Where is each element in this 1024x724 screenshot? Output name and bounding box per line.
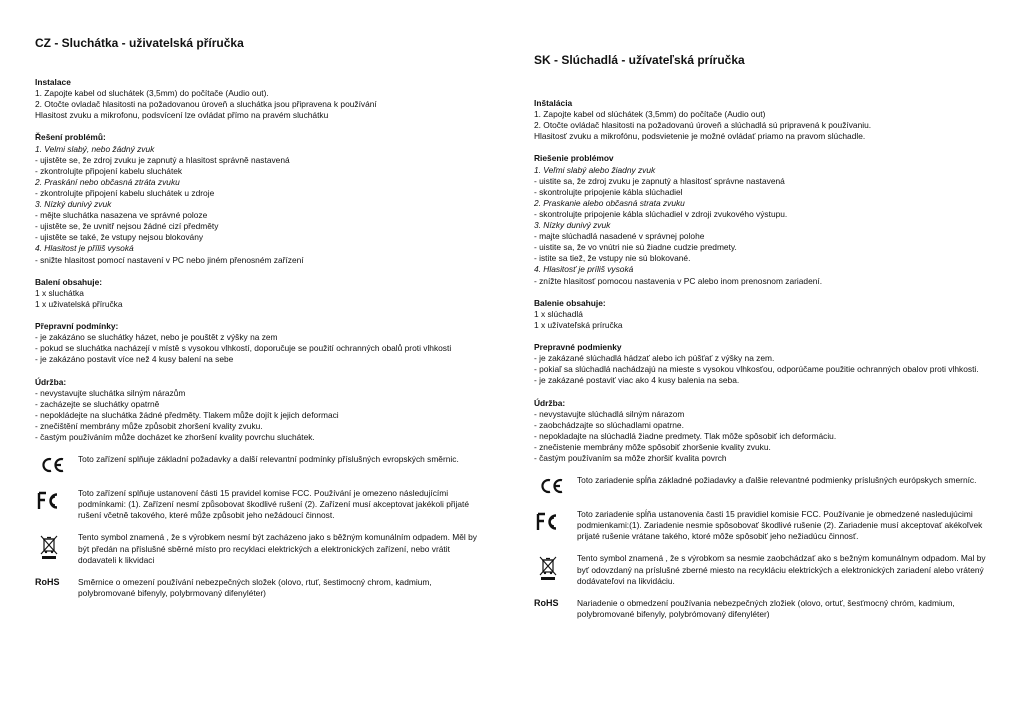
cz-fcc-text: Toto zařízení splňuje ustanovení části 15 pravidel komise FCC. Používání je omezeno následujícími podmínkami: (1). Zařízení nesmí způsobovat škodlivé rušení (2). Zařízení musí akceptovat jakékoli přijaté rušení včetně takového, které může způsobit jeho nežádoucí činnost.: [78, 488, 469, 521]
sk-package-item: 1 x slúchadlá: [534, 308, 583, 319]
cz-transport-title: Přepravní podmínky:: [35, 321, 119, 332]
sk-column: [534, 53, 989, 631]
fcc-mark-icon: [534, 512, 560, 535]
cz-weee-text: Tento symbol znamená , že s výrobkem nesmí být zacházeno jako s běžným komunálním odpadem. Měl by být předán na příslušné sběrné místo pro recyklaci elektrických a elektronických zařízení, nebo vrátit dodavateli k likvidaci: [78, 532, 477, 565]
cz-install-line: 1. Zapojte kabel od sluchátek (3,5mm) do počítače (Audio out).: [35, 88, 269, 99]
cz-transport-line: - je zakázáno postavit více než 4 kusy balení na sebe: [35, 354, 234, 365]
sk-problem-heading: 4. Hlasitosť je príliš vysoká: [534, 264, 634, 275]
cz-maintenance-line: - nepokládejte na sluchátka žádné předměty. Tlakem může dojít k jejich deformaci: [35, 409, 339, 420]
cz-maintenance-line: - častým používáním může docházet ke zhoršení kvality povrchu sluchátek.: [35, 432, 315, 442]
cz-install-title: Instalace: [35, 77, 71, 87]
sk-title: SK - Slúchadlá - užívateľská príručka: [534, 53, 745, 67]
cz-install-line: 2. Otočte ovladač hlasitosti na požadovanou úroveň a sluchátka jsou připravena k používání: [35, 99, 377, 110]
sk-transport-section: [534, 342, 989, 386]
sk-troubleshoot-section: [534, 153, 989, 286]
cz-rohs-notice: [35, 577, 490, 599]
sk-problem-tip: - uistite sa, že zdroj zvuku je zapnutý a hlasitosť správne nastavená: [534, 175, 785, 186]
sk-problem-tip: - skontrolujte pripojenie kábla slúchadiel v zdroji zvukového výstupu.: [534, 208, 788, 219]
cz-weee-notice: [35, 532, 490, 565]
cz-rohs-text: Směrnice o omezení používání nebezpečných složek (olovo, rtuť, šestimocný chrom, kadmium, polybromované bifenyly, polybrmovaný difenyléter): [78, 576, 432, 598]
cz-column: [35, 36, 490, 610]
sk-problem-tip: - istite sa tiež, že vstupy nie sú blokované.: [534, 253, 691, 264]
cz-package-title: Balení obsahuje:: [35, 276, 103, 287]
sk-maintenance-line: - znečistenie membrány môže spôsobiť zhoršenie kvality zvuku.: [534, 441, 771, 452]
cz-title: CZ - Sluchátka - uživatelská příručka: [35, 36, 244, 50]
sk-install-line: Hlasitosť zvuku a mikrofónu, podsvietenie je možné ovládať priamo na pravom slúchadle.: [534, 131, 866, 142]
cz-troubleshoot-title: Řešení problémů:: [35, 132, 106, 143]
sk-ce-text: Toto zariadenie spĺňa základné požiadavky a ďalšie relevantné podmienky príslušných európskych smerníc.: [577, 475, 977, 486]
fcc-mark-icon: [35, 491, 61, 514]
cz-problem-tip: - zkontrolujte připojení kabelu sluchátek u zdroje: [35, 187, 215, 198]
rohs-label: RoHS: [35, 576, 60, 587]
sk-transport-line: - je zakázané slúchadlá hádzať alebo ich púšťať z výšky na zem.: [534, 353, 775, 364]
ce-mark-icon: [534, 478, 564, 498]
crossed-bin-icon: [35, 535, 59, 562]
cz-maintenance-line: - nevystavujte sluchátka silným nárazům: [35, 387, 186, 398]
cz-maintenance-section: [35, 377, 490, 444]
sk-ce-notice: [534, 475, 989, 498]
sk-problem-tip: - uistite sa, že vo vnútri nie sú žiadne cudzie predmety.: [534, 242, 737, 253]
sk-package-section: [534, 298, 989, 331]
sk-rohs-notice: [534, 598, 989, 620]
cz-problem-heading: 3. Nízký dunivý zvuk: [35, 199, 112, 210]
sk-problem-tip: - znížte hlasitosť pomocou nastavenia v PC alebo inom prenosnom zariadení.: [534, 275, 823, 286]
sk-weee-text: Tento symbol znamená , že s výrobkom sa nesmie zaobchádzať ako s bežným komunálnym odpadom. Mal by byť odovzdaný na príslušné zberné miesto na recykláciu elektrických a elektronických zariadení alebo vrátený dodávateľovi na likvidáciu.: [577, 553, 986, 586]
cz-problem-tip: - ujistěte se také, že vstupy nejsou blokovány: [35, 232, 204, 243]
cz-maintenance-title: Údržba:: [35, 376, 67, 387]
cz-ce-notice: [35, 454, 490, 477]
sk-fcc-text: Toto zariadenie spĺňa ustanovenia časti 15 pravidiel komisie FCC. Používanie je obmedzené nasledujúcimi podmienkami:(1). Zariadenie nesmie spôsobovať škodlivé rušenie (2). Zariadenie musí akceptovať akékoľvek prijaté rušenie vrátane takého, ktoré môže spôsobiť jeho nežiadúcu činnosť.: [577, 509, 983, 542]
sk-weee-notice: [534, 553, 989, 586]
cz-problem-heading: 1. Velmi slabý, nebo žádný zvuk: [35, 143, 155, 154]
sk-package-item: 1 x užívateľská príručka: [534, 319, 623, 330]
cz-package-item: 1 x uživatelská příručka: [35, 298, 123, 309]
sk-problem-tip: - skontrolujte pripojenie kábla slúchadiel: [534, 186, 683, 197]
cz-problem-tip: - zkontrolujte připojení kabelu sluchátek: [35, 165, 183, 176]
cz-problem-tip: - mějte sluchátka nasazena ve správné poloze: [35, 210, 208, 221]
cz-problem-tip: - ujistěte se, že zdroj zvuku je zapnutý a hlasitost správně nastavená: [35, 154, 290, 165]
sk-install-line: 2. Otočte ovládač hlasitosti na požadovanú úroveň a slúchadlá sú pripravená k používaniu.: [534, 120, 872, 131]
cz-install-line: Hlasitost zvuku a mikrofonu, podsvícení lze ovládat přímo na pravém sluchátku: [35, 110, 329, 121]
sk-maintenance-section: [534, 398, 989, 465]
sk-maintenance-title: Údržba:: [534, 397, 566, 408]
cz-package-section: [35, 277, 490, 310]
sk-rohs-text: Nariadenie o obmedzení používania nebezpečných zložiek (olovo, ortuť, šesťmocný chróm, kadmium, polybromované bifenyly, polybrómovaný difenyléter): [577, 597, 955, 619]
cz-troubleshoot-section: [35, 132, 490, 265]
sk-maintenance-line: - nepokladajte na slúchadlá žiadne predmety. Tlak môže spôsobiť ich deformáciu.: [534, 430, 837, 441]
crossed-bin-icon: [534, 556, 558, 583]
sk-transport-line: - pokiaľ sa slúchadlá nachádzajú na mieste s vysokou vlhkosťou, odporúčame použitie ochranných obalov proti vlhkosti.: [534, 364, 979, 375]
sk-transport-title: Prepravné podmienky: [534, 342, 622, 353]
cz-install-section: [35, 77, 490, 121]
sk-transport-line: - je zakázané postaviť viac ako 4 kusy balenia na seba.: [534, 375, 740, 386]
cz-maintenance-line: - zacházejte se sluchátky opatrně: [35, 398, 160, 409]
cz-problem-tip: - ujistěte se, že uvnitř nejsou žádné cizí předměty: [35, 221, 219, 232]
sk-install-section: [534, 98, 989, 142]
sk-fcc-notice: [534, 509, 989, 542]
cz-transport-section: [35, 321, 490, 365]
cz-maintenance-line: - znečištění membrány může způsobit zhoršení kvality zvuku.: [35, 420, 263, 431]
sk-maintenance-line: - častým používaním sa môže zhoršiť kvalita povrch: [534, 453, 727, 463]
sk-troubleshoot-title: Riešenie problémov: [534, 153, 614, 164]
sk-problem-tip: - majte slúchadlá nasadené v správnej polohe: [534, 231, 705, 242]
sk-problem-heading: 1. Veľmi slabý alebo žiadny zvuk: [534, 164, 656, 175]
sk-install-line: 1. Zapojte kabel od slúchátek (3,5mm) do počítače (Audio out): [534, 109, 766, 120]
rohs-label: RoHS: [534, 597, 559, 608]
sk-problem-heading: 3. Nízky dunivý zvuk: [534, 220, 611, 231]
cz-package-item: 1 x sluchátka: [35, 287, 84, 298]
sk-package-title: Balenie obsahuje:: [534, 297, 606, 308]
sk-problem-heading: 2. Praskanie alebo občasná strata zvuku: [534, 197, 685, 208]
cz-fcc-notice: [35, 488, 490, 521]
sk-maintenance-line: - nevystavujte slúchadlá silným nárazom: [534, 408, 685, 419]
sk-install-title: Inštalácia: [534, 98, 573, 108]
cz-ce-text: Toto zařízení splňuje základní požadavky a další relevantní podmínky příslušných evropských směrnic.: [78, 454, 459, 465]
cz-transport-line: - je zakázáno se sluchátky házet, nebo je pouštět z výšky na zem: [35, 332, 278, 343]
cz-transport-line: - pokud se sluchátka nacházejí v místě s vysokou vlhkostí, doporučuje se použití ochranných obalů proti vlhkosti: [35, 343, 452, 354]
cz-problem-heading: 4. Hlasitost je příliš vysoká: [35, 243, 134, 254]
ce-mark-icon: [35, 457, 65, 477]
sk-maintenance-line: - zaobchádzajte so slúchadlami opatrne.: [534, 419, 684, 430]
cz-problem-tip: - snižte hlasitost pomocí nastavení v PC nebo jiném přenosném zařízení: [35, 254, 304, 265]
cz-problem-heading: 2. Praskání nebo občasná ztráta zvuku: [35, 176, 180, 187]
